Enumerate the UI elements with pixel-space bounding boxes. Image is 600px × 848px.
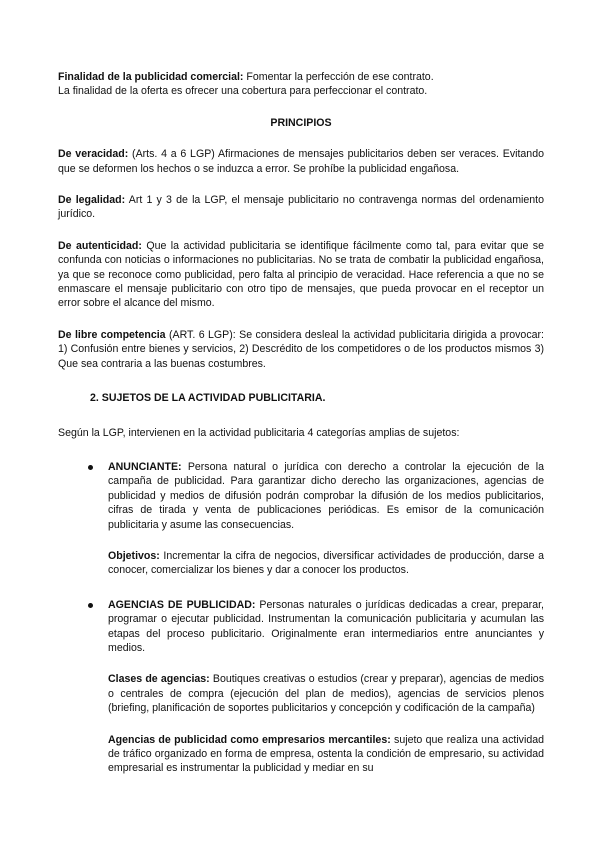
- principle-text: (ART. 6 LGP): Se considera desleal la actividad publicitaria dirigida a provocar: 1) Confusión entre bienes y servicios, 2) Descrédito de los competidores o de los productos mismos 3) Que sea contraria a las buenas costumbres.: [58, 328, 544, 370]
- subject-paragraph: [108, 598, 544, 656]
- intro-line-2: La finalidad de la oferta es ofrecer una cobertura para perfeccionar el contrato.: [58, 85, 428, 98]
- bullet-icon: [88, 603, 93, 608]
- principle-libre-competencia: [58, 328, 544, 371]
- principle-autenticidad: [58, 239, 544, 311]
- subject-label: AGENCIAS DE PUBLICIDAD:: [108, 598, 256, 611]
- principles-heading: PRINCIPIOS: [270, 116, 332, 129]
- subject-label: ANUNCIANTE:: [108, 460, 182, 473]
- intro-label: Finalidad de la publicidad comercial:: [58, 71, 244, 83]
- sub-label: Objetivos:: [108, 549, 160, 562]
- subject-anunciante-objetivos: [58, 549, 544, 578]
- subject-text: Persona natural o jurídica con derecho a controlar la ejecución de la campaña de publicidad. Para garantizar dicho derecho las organizaciones, agencias de publicidad y medios de difusión podrán comprobar la difusión de los medios publicitarios, cifras de tirada y venta de publicaciones periódicas. Es emisor de la comunicación publicitaria y asume las consecuencias.: [108, 460, 544, 531]
- sub-paragraph: [108, 672, 544, 715]
- subject-text: Personas naturales o jurídicas dedicadas a crear, preparar, programar o ejecutar publicidad. Instrumentan la comunicación publicitaria y acumulan las etapas del proceso publicitario. Originalmente eran intermediarios entre anunciantes y medios.: [108, 598, 544, 654]
- sub-text: sujeto que realiza una actividad de tráfico organizado en forma de empresa, ostenta la condición de empresario, su actividad empresarial es instrumentar la publicidad y mediar en su: [108, 733, 544, 775]
- section-2-intro: Según la LGP, intervienen en la actividad publicitaria 4 categorías amplias de sujetos:: [58, 426, 460, 439]
- sub-text: Boutiques creativas o estudios (crear y preparar), agencias de medios o centrales de compra (ejecución del plan de medios), agencias de servicios plenos (briefing, planificación de soportes publicitarios y concepción y codificación de la campaña): [108, 673, 544, 715]
- subject-paragraph: [108, 460, 544, 532]
- section-2-heading: 2. SUJETOS DE LA ACTIVIDAD PUBLICITARIA.: [90, 392, 326, 405]
- principle-text: Art 1 y 3 de la LGP, el mensaje publicitario no contravenga normas del ordenamiento jurídico.: [58, 194, 544, 221]
- principle-veracidad: [58, 147, 544, 176]
- principle-text: (Arts. 4 a 6 LGP) Afirmaciones de mensajes publicitarios deben ser veraces. Evitando que se deformen los hechos o se induzca a error. Se prohíbe la publicidad engañosa.: [58, 148, 544, 175]
- intro-paragraph: [58, 70, 544, 84]
- subject-agencias: [58, 598, 544, 656]
- subject-agencias-clases: [58, 672, 544, 715]
- sub-label: Agencias de publicidad como empresarios mercantiles:: [108, 733, 391, 746]
- bullet-icon: [88, 465, 93, 470]
- principle-label: De legalidad:: [58, 194, 126, 207]
- principle-legalidad: [58, 193, 544, 222]
- document-page: [58, 70, 544, 776]
- principle-text: Que la actividad publicitaria se identifique fácilmente como tal, para evitar que se confunda con noticias o informaciones no publicitarias. No se trata de combatir la publicidad engañosa, ya que se reconoce como publicidad, pero falta al principio de veracidad. Hace referencia a que no se enmascare el mensaje publicitario con otro tipo de mensajes, que pueda provocar en el receptor un error sobre el alcance del mismo.: [58, 239, 544, 310]
- sub-label: Clases de agencias:: [108, 673, 210, 686]
- sub-paragraph: [108, 549, 544, 578]
- sub-text: Incrementar la cifra de negocios, diversificar actividades de producción, darse a conocer, comercializar los bienes y dar a conocer los productos.: [108, 549, 544, 577]
- principle-label: De autenticidad:: [58, 239, 142, 252]
- subject-anunciante: [58, 460, 544, 532]
- principle-label: De libre competencia: [58, 328, 166, 341]
- principle-label: De veracidad:: [58, 148, 129, 161]
- subject-agencias-empresarios: [58, 733, 544, 776]
- sub-paragraph: [108, 733, 544, 776]
- intro-text: Fomentar la perfección de ese contrato.: [243, 71, 434, 83]
